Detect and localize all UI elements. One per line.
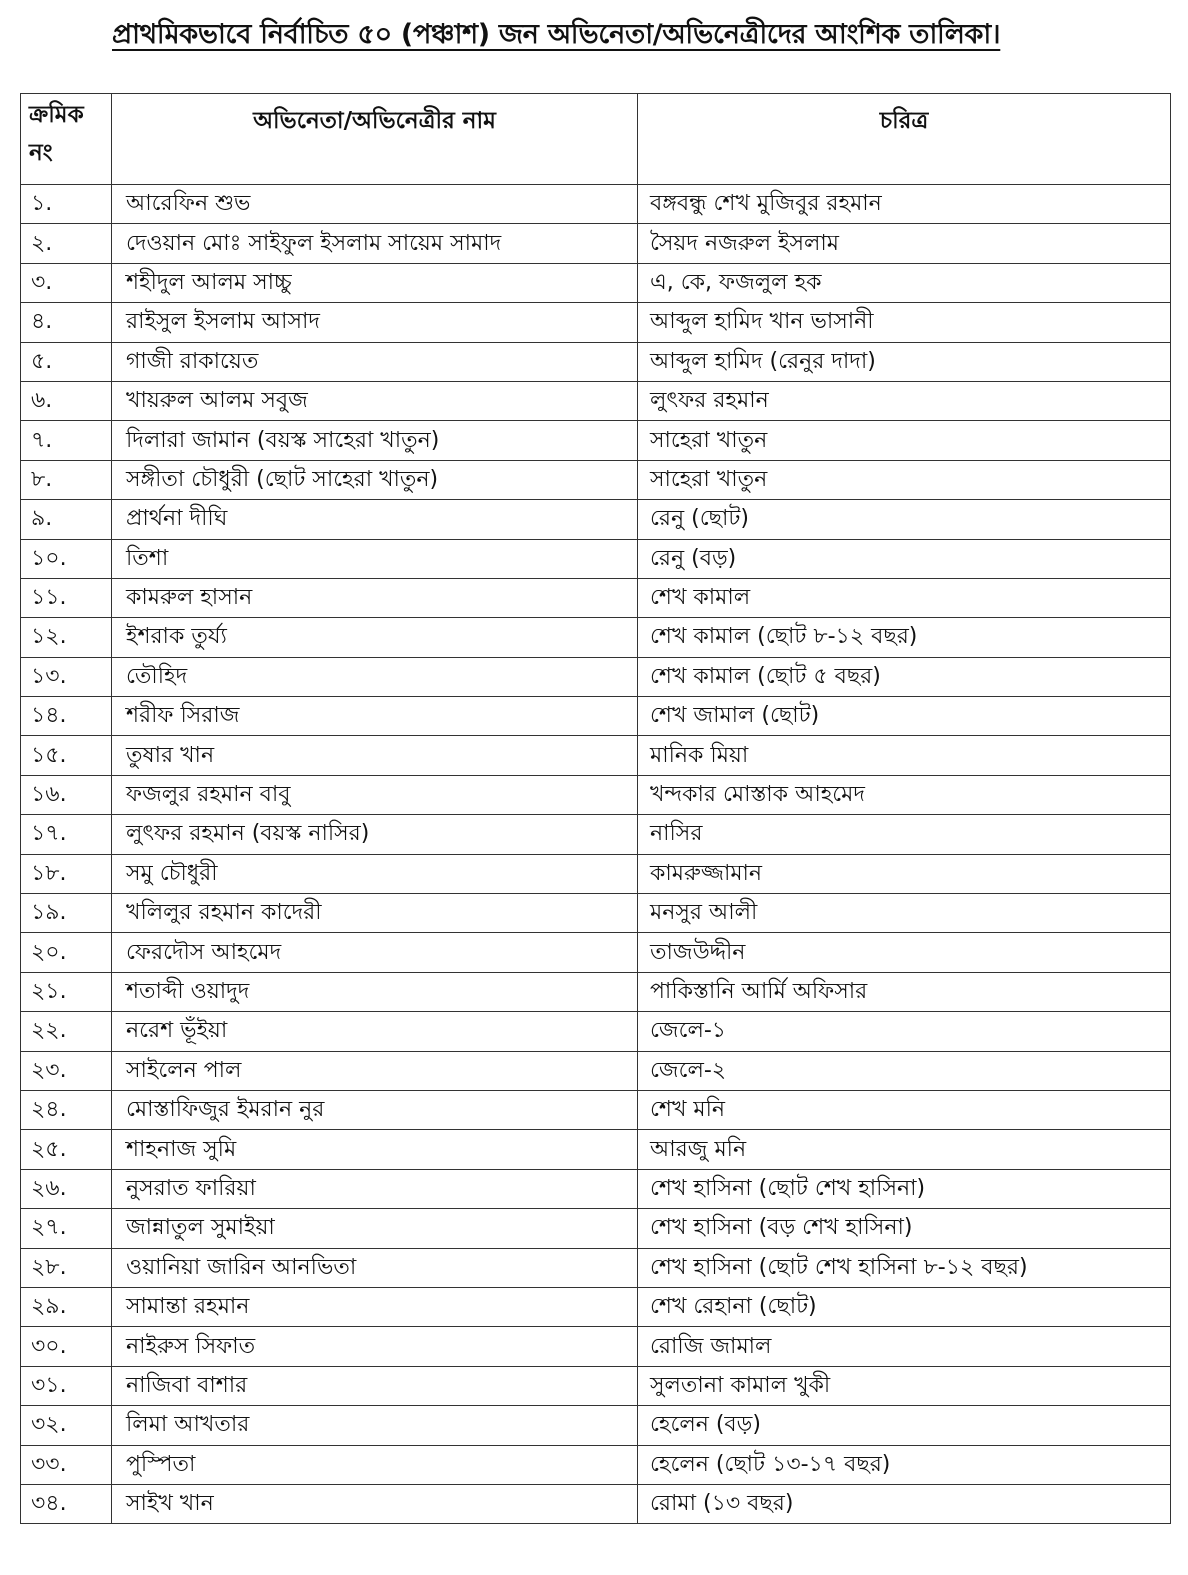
- table-row: [21, 815, 1171, 854]
- role-cell: আরজু মনি: [638, 1130, 1171, 1169]
- table-row: [21, 1327, 1171, 1366]
- serial-cell: ১৩.: [21, 657, 112, 696]
- table-row: [21, 972, 1171, 1011]
- table-row: [21, 775, 1171, 814]
- name-cell: তুষার খান: [112, 736, 638, 775]
- name-cell: সামান্তা রহমান: [112, 1287, 638, 1326]
- serial-cell: ৩৩.: [21, 1445, 112, 1484]
- role-cell: সৈয়দ নজরুল ইসলাম: [638, 224, 1171, 263]
- table-row: [21, 736, 1171, 775]
- name-cell: খায়রুল আলম সবুজ: [112, 381, 638, 420]
- table-row: [21, 185, 1171, 224]
- serial-cell: ৩.: [21, 263, 112, 302]
- table-row: [21, 1169, 1171, 1208]
- table-row: [21, 1484, 1171, 1523]
- role-cell: আব্দুল হামিদ (রেনুর দাদা): [638, 342, 1171, 381]
- table-row: [21, 263, 1171, 302]
- name-cell: শতাব্দী ওয়াদুদ: [112, 972, 638, 1011]
- table-body: [21, 185, 1171, 1524]
- name-cell: শহীদুল আলম সাচ্চু: [112, 263, 638, 302]
- table-row: [21, 500, 1171, 539]
- name-cell: নুসরাত ফারিয়া: [112, 1169, 638, 1208]
- name-cell: নাজিবা বাশার: [112, 1366, 638, 1405]
- serial-cell: ৩৪.: [21, 1484, 112, 1523]
- serial-cell: ২৯.: [21, 1287, 112, 1326]
- table-row: [21, 933, 1171, 972]
- serial-cell: ৬.: [21, 381, 112, 420]
- role-cell: লুৎফর রহমান: [638, 381, 1171, 420]
- serial-cell: ২৭.: [21, 1209, 112, 1248]
- serial-cell: ৯.: [21, 500, 112, 539]
- name-cell: লুৎফর রহমান (বয়স্ক নাসির): [112, 815, 638, 854]
- serial-cell: ৩১.: [21, 1366, 112, 1405]
- name-cell: রাইসুল ইসলাম আসাদ: [112, 303, 638, 342]
- serial-cell: ১২.: [21, 618, 112, 657]
- role-cell: সাহেরা খাতুন: [638, 421, 1171, 460]
- table-row: [21, 1445, 1171, 1484]
- serial-cell: ২২.: [21, 1012, 112, 1051]
- role-cell: শেখ হাসিনা (বড় শেখ হাসিনা): [638, 1209, 1171, 1248]
- table-row: [21, 618, 1171, 657]
- serial-cell: ৪.: [21, 303, 112, 342]
- table-row: [21, 1090, 1171, 1129]
- serial-cell: ২৩.: [21, 1051, 112, 1090]
- cast-table: [20, 93, 1171, 1524]
- role-cell: শেখ মনি: [638, 1090, 1171, 1129]
- table-row: [21, 854, 1171, 893]
- table-row: [21, 1287, 1171, 1326]
- role-cell: শেখ কামাল: [638, 578, 1171, 617]
- name-cell: দিলারা জামান (বয়স্ক সাহেরা খাতুন): [112, 421, 638, 460]
- serial-cell: ১৬.: [21, 775, 112, 814]
- name-cell: তৌহিদ: [112, 657, 638, 696]
- role-cell: নাসির: [638, 815, 1171, 854]
- serial-cell: ২১.: [21, 972, 112, 1011]
- name-cell: ইশরাক তুর্য্য: [112, 618, 638, 657]
- table-row: [21, 224, 1171, 263]
- role-cell: শেখ হাসিনা (ছোট শেখ হাসিনা): [638, 1169, 1171, 1208]
- table-row: [21, 1366, 1171, 1405]
- serial-cell: ৫.: [21, 342, 112, 381]
- name-cell: সাইলেন পাল: [112, 1051, 638, 1090]
- role-cell: তাজউদ্দীন: [638, 933, 1171, 972]
- role-cell: শেখ কামাল (ছোট ৫ বছর): [638, 657, 1171, 696]
- name-cell: সঙ্গীতা চৌধুরী (ছোট সাহেরা খাতুন): [112, 460, 638, 499]
- serial-cell: ২৫.: [21, 1130, 112, 1169]
- serial-cell: ৩২.: [21, 1406, 112, 1445]
- table-row: [21, 1209, 1171, 1248]
- table-row: [21, 697, 1171, 736]
- name-cell: ওয়ানিয়া জারিন আনভিতা: [112, 1248, 638, 1287]
- table-row: [21, 657, 1171, 696]
- table-row: [21, 342, 1171, 381]
- table-row: [21, 578, 1171, 617]
- role-cell: বঙ্গবন্ধু শেখ মুজিবুর রহমান: [638, 185, 1171, 224]
- table-row: [21, 1051, 1171, 1090]
- serial-cell: ৩০.: [21, 1327, 112, 1366]
- serial-cell: ২.: [21, 224, 112, 263]
- role-cell: শেখ জামাল (ছোট): [638, 697, 1171, 736]
- name-cell: সাইখ খান: [112, 1484, 638, 1523]
- role-column-header: চরিত্র: [638, 94, 1171, 185]
- name-cell: প্রার্থনা দীঘি: [112, 500, 638, 539]
- document-title: প্রাথমিকভাবে নির্বাচিত ৫০ (পঞ্চাশ) জন অভিনেতা/অভিনেত্রীদের আংশিক তালিকা।: [112, 19, 1001, 50]
- role-cell: রেনু (বড়): [638, 539, 1171, 578]
- serial-cell: ২৮.: [21, 1248, 112, 1287]
- table-row: [21, 460, 1171, 499]
- role-cell: মনসুর আলী: [638, 894, 1171, 933]
- header-row: [21, 94, 1171, 185]
- name-cell: পুস্পিতা: [112, 1445, 638, 1484]
- role-cell: হেলেন (ছোট ১৩-১৭ বছর): [638, 1445, 1171, 1484]
- name-cell: লিমা আখতার: [112, 1406, 638, 1445]
- name-cell: ফেরদৌস আহমেদ: [112, 933, 638, 972]
- role-cell: রোমা (১৩ বছর): [638, 1484, 1171, 1523]
- name-cell: সমু চৌধুরী: [112, 854, 638, 893]
- table-row: [21, 303, 1171, 342]
- name-cell: মোস্তাফিজুর ইমরান নুর: [112, 1090, 638, 1129]
- role-cell: এ, কে, ফজলুল হক: [638, 263, 1171, 302]
- serial-cell: ১১.: [21, 578, 112, 617]
- serial-cell: ২৪.: [21, 1090, 112, 1129]
- table-row: [21, 1012, 1171, 1051]
- serial-cell: ৭.: [21, 421, 112, 460]
- serial-cell: ৮.: [21, 460, 112, 499]
- table-row: [21, 1248, 1171, 1287]
- role-cell: শেখ কামাল (ছোট ৮-১২ বছর): [638, 618, 1171, 657]
- role-cell: পাকিস্তানি আর্মি অফিসার: [638, 972, 1171, 1011]
- role-cell: খন্দকার মোস্তাক আহমেদ: [638, 775, 1171, 814]
- table-header: [21, 94, 1171, 185]
- name-cell: ফজলুর রহমান বাবু: [112, 775, 638, 814]
- table-row: [21, 381, 1171, 420]
- role-cell: সাহেরা খাতুন: [638, 460, 1171, 499]
- name-cell: নরেশ ভূঁইয়া: [112, 1012, 638, 1051]
- role-cell: হেলেন (বড়): [638, 1406, 1171, 1445]
- role-cell: জেলে-১: [638, 1012, 1171, 1051]
- name-cell: কামরুল হাসান: [112, 578, 638, 617]
- role-cell: রোজি জামাল: [638, 1327, 1171, 1366]
- name-cell: শাহনাজ সুমি: [112, 1130, 638, 1169]
- table-row: [21, 539, 1171, 578]
- name-column-header: অভিনেতা/অভিনেত্রীর নাম: [112, 94, 638, 185]
- name-cell: আরেফিন শুভ: [112, 185, 638, 224]
- role-cell: জেলে-২: [638, 1051, 1171, 1090]
- serial-cell: ১.: [21, 185, 112, 224]
- serial-column-header: ক্রমিক নং: [21, 94, 112, 185]
- serial-cell: ২৬.: [21, 1169, 112, 1208]
- serial-cell: ১৫.: [21, 736, 112, 775]
- role-cell: শেখ রেহানা (ছোট): [638, 1287, 1171, 1326]
- serial-cell: ১৪.: [21, 697, 112, 736]
- serial-cell: ১৭.: [21, 815, 112, 854]
- name-cell: গাজী রাকায়েত: [112, 342, 638, 381]
- serial-cell: ১০.: [21, 539, 112, 578]
- role-cell: কামরুজ্জামান: [638, 854, 1171, 893]
- serial-cell: ১৯.: [21, 894, 112, 933]
- name-cell: নাইরুস সিফাত: [112, 1327, 638, 1366]
- role-cell: সুলতানা কামাল খুকী: [638, 1366, 1171, 1405]
- role-cell: আব্দুল হামিদ খান ভাসানী: [638, 303, 1171, 342]
- serial-cell: ২০.: [21, 933, 112, 972]
- name-cell: শরীফ সিরাজ: [112, 697, 638, 736]
- table-row: [21, 894, 1171, 933]
- name-cell: দেওয়ান মোঃ সাইফুল ইসলাম সায়েম সামাদ: [112, 224, 638, 263]
- name-cell: খলিলুর রহমান কাদেরী: [112, 894, 638, 933]
- table-row: [21, 421, 1171, 460]
- role-cell: রেনু (ছোট): [638, 500, 1171, 539]
- table-row: [21, 1406, 1171, 1445]
- table-row: [21, 1130, 1171, 1169]
- role-cell: শেখ হাসিনা (ছোট শেখ হাসিনা ৮-১২ বছর): [638, 1248, 1171, 1287]
- name-cell: জান্নাতুল সুমাইয়া: [112, 1209, 638, 1248]
- serial-cell: ১৮.: [21, 854, 112, 893]
- name-cell: তিশা: [112, 539, 638, 578]
- role-cell: মানিক মিয়া: [638, 736, 1171, 775]
